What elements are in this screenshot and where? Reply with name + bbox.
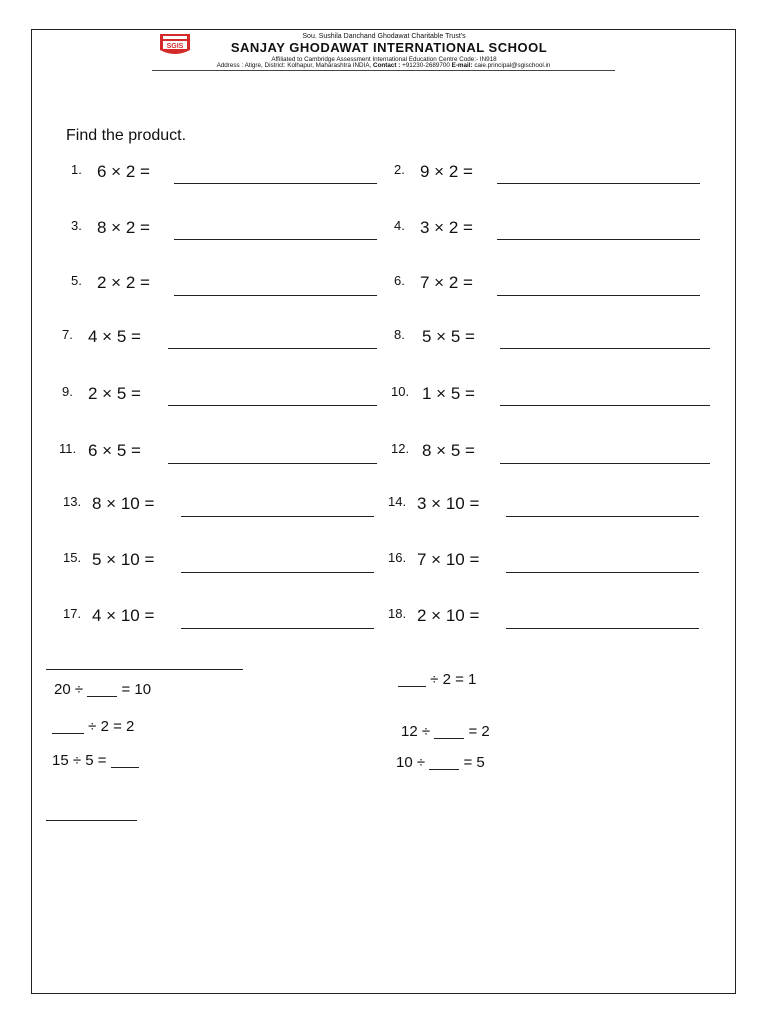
division-problem-4: [401, 723, 490, 740]
question-number: 16.: [388, 550, 407, 565]
answer-line[interactable]: [500, 405, 710, 406]
logo-text: SGIS: [166, 43, 184, 50]
email-value: caie.principal@sgischool.in: [474, 62, 551, 69]
answer-line[interactable]: [506, 572, 699, 573]
question-expression: 2 × 5 =: [88, 384, 141, 403]
answer-line[interactable]: [506, 516, 699, 517]
question-expression: 5 × 5 =: [422, 327, 475, 346]
address-text: Address : Atigre, District: Kolhapur, Maharashtra INDIA,: [216, 62, 372, 69]
question-number: 7.: [62, 327, 73, 342]
division-text: 10 ÷: [396, 754, 426, 771]
division-problem-1: [54, 681, 151, 698]
question-number: 15.: [63, 550, 82, 565]
answer-line[interactable]: [497, 295, 700, 296]
question-number: 13.: [63, 494, 82, 509]
contact-value: +91230-2689700: [402, 62, 450, 69]
question-expression: 1 × 5 =: [422, 384, 475, 403]
division-text: = 10: [121, 681, 152, 698]
answer-line[interactable]: [181, 572, 374, 573]
answer-line[interactable]: [500, 348, 710, 349]
question-number: 5.: [71, 273, 82, 288]
question-expression: 3 × 10 =: [417, 494, 480, 513]
question-number: 12.: [391, 441, 410, 456]
question-number: 1.: [71, 162, 82, 177]
question-expression: 6 × 2 =: [97, 162, 150, 181]
answer-line[interactable]: [168, 348, 377, 349]
division-text: 15 ÷ 5 =: [52, 752, 107, 769]
question-expression: 6 × 5 =: [88, 441, 141, 460]
question-number: 14.: [388, 494, 407, 509]
question-expression: 7 × 2 =: [420, 273, 473, 292]
answer-line[interactable]: [174, 183, 377, 184]
question-expression: 2 × 2 =: [97, 273, 150, 292]
answer-line[interactable]: [497, 239, 700, 240]
question-expression: 8 × 5 =: [422, 441, 475, 460]
division-text: 12 ÷: [401, 723, 431, 740]
answer-line[interactable]: [497, 183, 700, 184]
question-number: 10.: [391, 384, 410, 399]
answer-line[interactable]: [174, 295, 377, 296]
question-expression: 8 × 10 =: [92, 494, 155, 513]
question-number: 17.: [63, 606, 82, 621]
contact-label: Contact :: [373, 62, 401, 69]
answer-blank[interactable]: [434, 724, 464, 739]
address-line: [152, 62, 615, 71]
answer-line[interactable]: [506, 628, 699, 629]
division-problem-5: [52, 752, 139, 769]
answer-line[interactable]: [174, 239, 377, 240]
answer-blank[interactable]: [87, 682, 117, 697]
bottom-line: [46, 820, 137, 821]
question-expression: 9 × 2 =: [420, 162, 473, 181]
instruction: Find the product.: [66, 127, 187, 144]
question-number: 3.: [71, 218, 82, 233]
answer-line[interactable]: [168, 463, 377, 464]
affiliation-line: Affiliated to Cambridge Assessment International Education Centre Code:- IN918: [271, 56, 497, 63]
answer-line[interactable]: [168, 405, 377, 406]
question-number: 11.: [59, 441, 77, 456]
divider-line: [46, 669, 243, 670]
question-number: 18.: [388, 606, 407, 621]
division-problem-2: [398, 671, 476, 688]
division-problem-6: [396, 754, 485, 771]
trust-name: Sou. Sushila Danchand Ghodawat Charitable Trust's: [302, 33, 466, 40]
question-expression: 4 × 5 =: [88, 327, 141, 346]
answer-line[interactable]: [181, 516, 374, 517]
answer-blank[interactable]: [111, 753, 139, 768]
division-text: = 5: [463, 754, 485, 771]
question-expression: 7 × 10 =: [417, 550, 480, 569]
division-problem-3: [52, 718, 134, 735]
answer-blank[interactable]: [398, 672, 426, 687]
division-text: ÷ 2 = 1: [430, 671, 477, 688]
email-label: E-mail:: [451, 62, 473, 69]
question-expression: 8 × 2 =: [97, 218, 150, 237]
answer-blank[interactable]: [429, 755, 459, 770]
division-text: 20 ÷: [54, 681, 84, 698]
question-number: 2.: [394, 162, 405, 177]
question-expression: 4 × 10 =: [92, 606, 155, 625]
answer-blank[interactable]: [52, 719, 84, 734]
division-text: ÷ 2 = 2: [88, 718, 135, 735]
division-text: = 2: [468, 723, 490, 740]
question-expression: 5 × 10 =: [92, 550, 155, 569]
answer-line[interactable]: [500, 463, 710, 464]
question-expression: 3 × 2 =: [420, 218, 473, 237]
question-number: 9.: [62, 384, 73, 399]
answer-line[interactable]: [181, 628, 374, 629]
question-number: 4.: [394, 218, 405, 233]
question-number: 6.: [394, 273, 405, 288]
question-number: 8.: [394, 327, 405, 342]
question-expression: 2 × 10 =: [417, 606, 480, 625]
school-name: SANJAY GHODAWAT INTERNATIONAL SCHOOL: [230, 40, 548, 55]
